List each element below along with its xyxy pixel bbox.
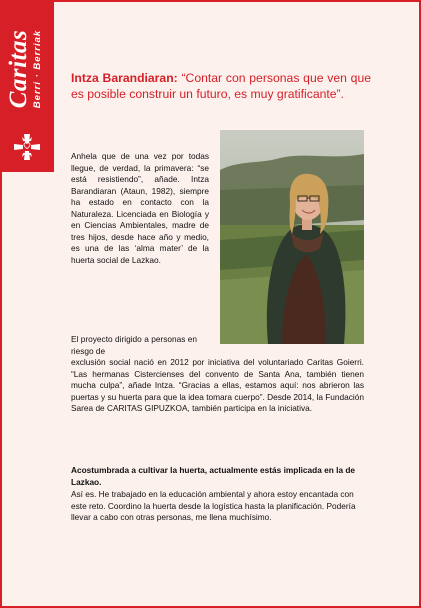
caritas-brand-bar (2, 2, 54, 172)
brand-subtitle: Berri · Berriak (32, 29, 43, 109)
interview-answer: Así es. He trabajado en la educación ambiental y ahora estoy encantada con este reto. Coordino la huerta desde la logística hasta la planificación. Podería llevar a cabo con otras personas, me llena muchísimo. (71, 489, 356, 522)
headline (71, 71, 371, 102)
headline-quote: “Contar con personas que ven que es posible construir un futuro, es muy gratificante”. (71, 71, 371, 101)
interviewee-name: Intza Barandiaran: (71, 71, 178, 85)
interview-question: Acostumbrada a cultivar la huerta, actualmente estás implicada en la de Lazkao. (71, 465, 356, 487)
brand-name: Caritas (5, 29, 32, 109)
interviewee-photo (220, 130, 364, 344)
brand-text (6, 10, 50, 128)
project-paragraph-start: El proyecto dirigido a personas en riesgo de (71, 334, 197, 356)
project-paragraph-rest: exclusión social nació en 2012 por iniciativa del voluntariado Caritas Goierri. “Las hermanas Cistercienses del convento de Santa Ana, también tienen mucha culpa”, añade Intza. “Gracias a ellas, estamos aquí: nos abrieron las puertas y su huerta para que la idea tomara cuerpo”. Desde 2014, la Fundación Sarea de CARITAS GIPUZKOA, también participa en la iniciativa. (71, 357, 364, 413)
caritas-cross-icon (13, 133, 41, 161)
intro-paragraph: Anhela que de una vez por todas llegue, de verdad, la primavera: “se está resistiendo”, añade. Intza Barandiaran (Ataun, 1982), siempre ha estado en contacto con la Naturaleza. Licenciada en Biología y en Ciencias Ambientales, madre de tres hijos, desde hace año y medio, es una de las ‘alma mater’ de la huerta social de Lazkao. (71, 151, 209, 265)
